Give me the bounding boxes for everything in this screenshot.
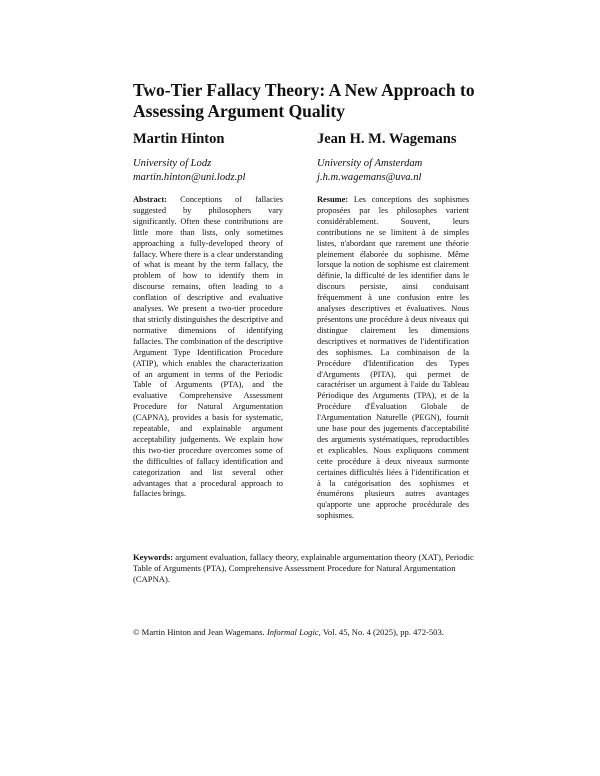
keywords-text: argument evaluation, fallacy theory, explainable argumentation theory (XAT), Periodic Table of Arguments (PTA), Comprehensive Assessment Procedure for Natural Argumentation (CAPNA). bbox=[133, 552, 474, 584]
abstract-text: Conceptions of fallacies suggested by philosophers vary significantly. Often these contributions are little more than lists, only sometimes approaching a fully-developed theory of fallacy. Where there is a clear understanding of what is meant by the term fallacy, the problem of how to identify them in discourse remains, often leading to a conflation of descriptive and evaluative analyses. We present a two-tier procedure that strictly distinguishes the descriptive and normative dimensions of identifying fallacies. The combination of the descriptive Argument Type Identification Procedure (ATIP), which enables the characterization of an argument in terms of the Periodic Table of Arguments (PTA), and the evaluative Comprehensive Assessment Procedure for Natural Argumentation (CAPNA), provides a basis for systematic, repeatable, and explainable argument acceptability judgements. We explain how this two-tier procedure overcomes some of the difficulties of fallacy identification and categorization and list several other advantages that a procedural approach to fallacies brings. bbox=[133, 195, 283, 499]
author-email: martin.hinton@uni.lodz.pl bbox=[133, 172, 246, 183]
paper-title: Two-Tier Fallacy Theory: A New Approach to Assessing Argument Quality bbox=[133, 80, 475, 121]
citation-details: , Vol. 45, No. 4 (2025), pp. 472-503. bbox=[318, 627, 444, 637]
author-affiliation: University of Amsterdam bbox=[317, 158, 423, 169]
author-name: Jean H. M. Wagemans bbox=[317, 131, 457, 147]
author-affiliation-block bbox=[317, 157, 422, 185]
keywords-block bbox=[133, 552, 475, 585]
author-email: j.h.m.wagemans@uva.nl bbox=[317, 172, 422, 183]
copyright-citation bbox=[133, 627, 493, 638]
author-affiliation-block bbox=[133, 157, 245, 185]
citation-prefix: © Martin Hinton and Jean Wagemans. bbox=[133, 627, 265, 637]
author-affiliation: University of Lodz bbox=[133, 158, 212, 169]
abstract-french bbox=[317, 195, 469, 522]
citation-journal: Informal Logic bbox=[266, 627, 319, 637]
author-name: Martin Hinton bbox=[133, 131, 225, 147]
resume-text: Les conceptions des sophismes proposées par les philosophes varient considérablement. Souvent, leurs contributions ne se limitent à de simples listes, n'abordant que rarement une théorie pleinement élaborée du sophisme. Même lorsque la notion de sophisme est clairement définie, la difficulté de les identifier dans le discours persiste, ainsi conduisant fréquemment à une confusion entre les analyses descriptives et évaluatives. Nous présentons une procédure à deux niveaux qui distingue clairement les dimensions descriptives et normatives de l'identification des sophismes. La combinaison de la Procédure d'Identification des Types d'Arguments (PITA), qui permet de caractériser un argument à l'aide du Tableau Périodique des Arguments (TPA), et de la Procédure d'Évaluation Globale de l'Argumentation Naturelle (PEGN), fournit une base pour des jugements d'acceptabilité des arguments systématiques, reproductibles et explicables. Nous expliquons comment cette procédure à deux niveaux surmonte certaines difficultés liées à l'identification et à la catégorisation des sophismes et énumérons plusieurs autres avantages qu'apporte une approche procédurale des sophismes. bbox=[317, 195, 469, 521]
keywords-label: Keywords: bbox=[133, 552, 174, 562]
resume-label: Resume: bbox=[317, 195, 349, 204]
abstract-english bbox=[133, 195, 283, 500]
abstract-label: Abstract: bbox=[133, 195, 167, 204]
